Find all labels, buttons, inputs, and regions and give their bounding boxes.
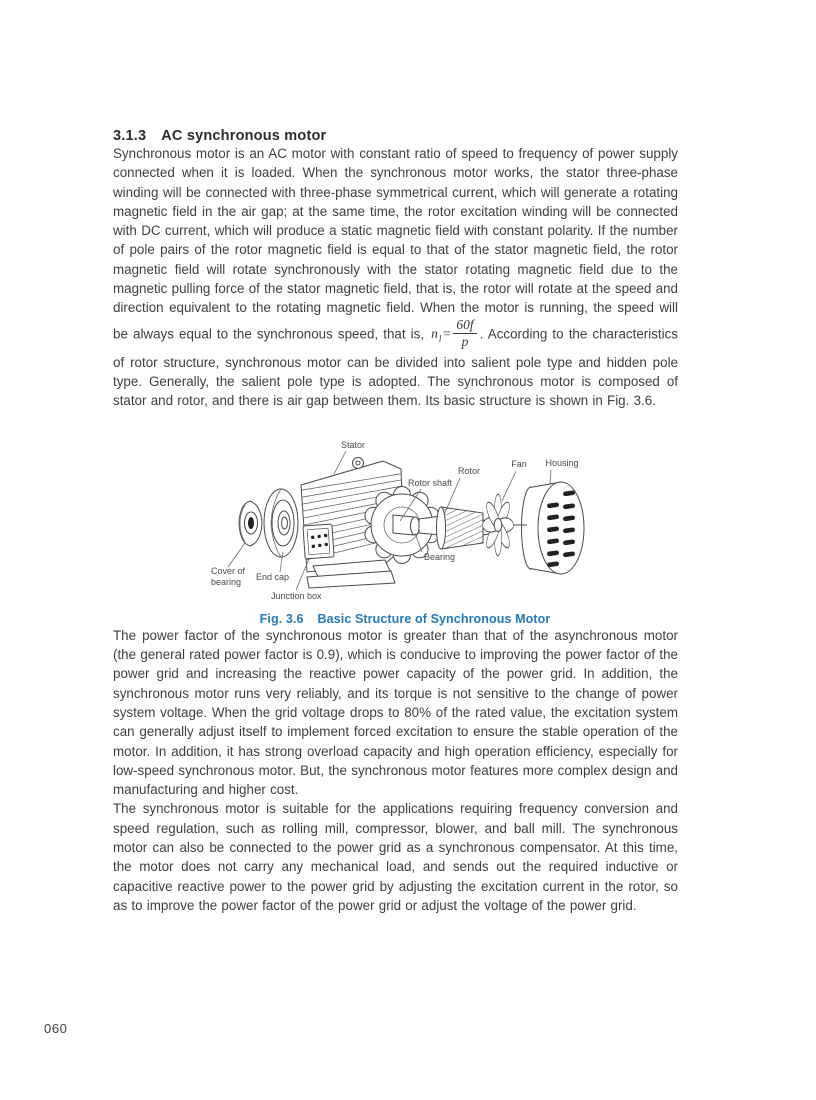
paragraph-synchronous-motor-intro [113, 144, 678, 411]
paragraph-power-factor: The power factor of the synchronous motor is greater than that of the asynchronous motor (the general rated power factor is 0.9), which is conducive to improving the power factor of the power grid and increasing the reactive power capacity of the power grid. In addition, the synchronous motor runs very reliably, and its torque is not sensitive to the change of power system voltage. When the grid voltage drops to 80% of the rated value, the excitation system can generally adjust itself to implement forced excitation to ensure the stable operation of the motor. In addition, it has strong overload capacity and high operation efficiency, especially for low-speed synchronous motor. But, the synchronous motor features more complex design and manufacturing and higher cost. [113, 627, 678, 798]
bearing-part [411, 517, 420, 535]
figure-label-junction-box: Junction box [271, 590, 322, 601]
junction-box-part [303, 524, 334, 559]
formula-fraction [453, 318, 476, 350]
figure-label-stator: Stator [340, 439, 366, 450]
section-heading [113, 128, 678, 144]
section-title: AC synchronous motor [161, 128, 327, 144]
figure-label-fan: Fan [511, 458, 527, 469]
figure-label-cover-of-bearing-line1: Cover of [211, 565, 246, 576]
figure-label-rotor-shaft: Rotor shaft [407, 477, 453, 488]
lifting-lug [353, 457, 364, 468]
cover-of-bearing-part [239, 501, 262, 546]
figure-label-rotor: Rotor [457, 465, 481, 476]
paragraph-applications: The synchronous motor is suitable for the applications requiring frequency conversion and speed regulation, such as rolling mill, compressor, blower, and ball mill. The synchronous motor can also be connected to the power grid as a synchronous compensator. At this time, the motor does not carry any mechanical load, and sends out the required inductive or capacitive reactive power to the power grid by adjusting the excitation current in the rotor, so as to improve the power factor of the power grid or adjust the voltage of the power grid. [113, 801, 678, 913]
figure-label-housing: Housing [545, 457, 579, 468]
figure-3-6 [195, 433, 615, 626]
figure-caption-title: Basic Structure of Synchronous Motor [317, 611, 551, 626]
figure-label-bearing: Bearing [424, 551, 456, 562]
motor-exploded-diagram [195, 433, 615, 605]
section-number: 3.1.3 [113, 128, 147, 144]
figure-caption-number: Fig. 3.6 [259, 611, 304, 626]
end-cap-part [264, 489, 298, 557]
synchronous-speed-formula [431, 316, 478, 350]
page-content [113, 128, 678, 915]
figure-label-end-cap: End cap [256, 571, 290, 582]
page-number: 060 [44, 1021, 68, 1036]
figure-label-cover-of-bearing-line2: bearing [211, 576, 242, 587]
para1-text-before-formula: Synchronous motor is an AC motor with constant ratio of speed to frequency of power supply connected when it is loaded. When the synchronous motor works, the stator three-phase winding will be connected with three-phase symmetrical current, which will generate a rotating magnetic field in the air gap; at the same time, the rotor excitation winding will be connected with DC current, which will produce a static magnetic field with constant polarity. If the number of pole pairs of the rotor magnetic field is equal to that of the stator magnetic field, the rotor magnetic field will rotate synchronously with the stator rotating magnetic field due to the magnetic pulling force of the stator magnetic field, that is, the rotor will rotate at the speed and direction equivalent to the rotating magnetic field. When the motor is running, the speed will be always equal to the synchronous speed, that is, [113, 146, 678, 342]
formula-subscript: 1 [437, 334, 443, 344]
housing-part [522, 482, 585, 574]
formula-denominator: p [461, 334, 469, 350]
formula-variable: n [431, 326, 438, 342]
figure-caption [195, 612, 615, 626]
formula-numerator: 60f [453, 318, 476, 335]
para1-text-after-formula: . According to the characteristics of rotor structure, synchronous motor can be divided into salient pole type and hidden pole type. Generally, the salient pole type is adopted. The synchronous motor is composed of stator and rotor, and there is air gap between them. Its basic structure is shown in Fig. 3.6. [113, 326, 678, 409]
fan-part [483, 494, 527, 556]
formula-equals: = [442, 326, 452, 342]
